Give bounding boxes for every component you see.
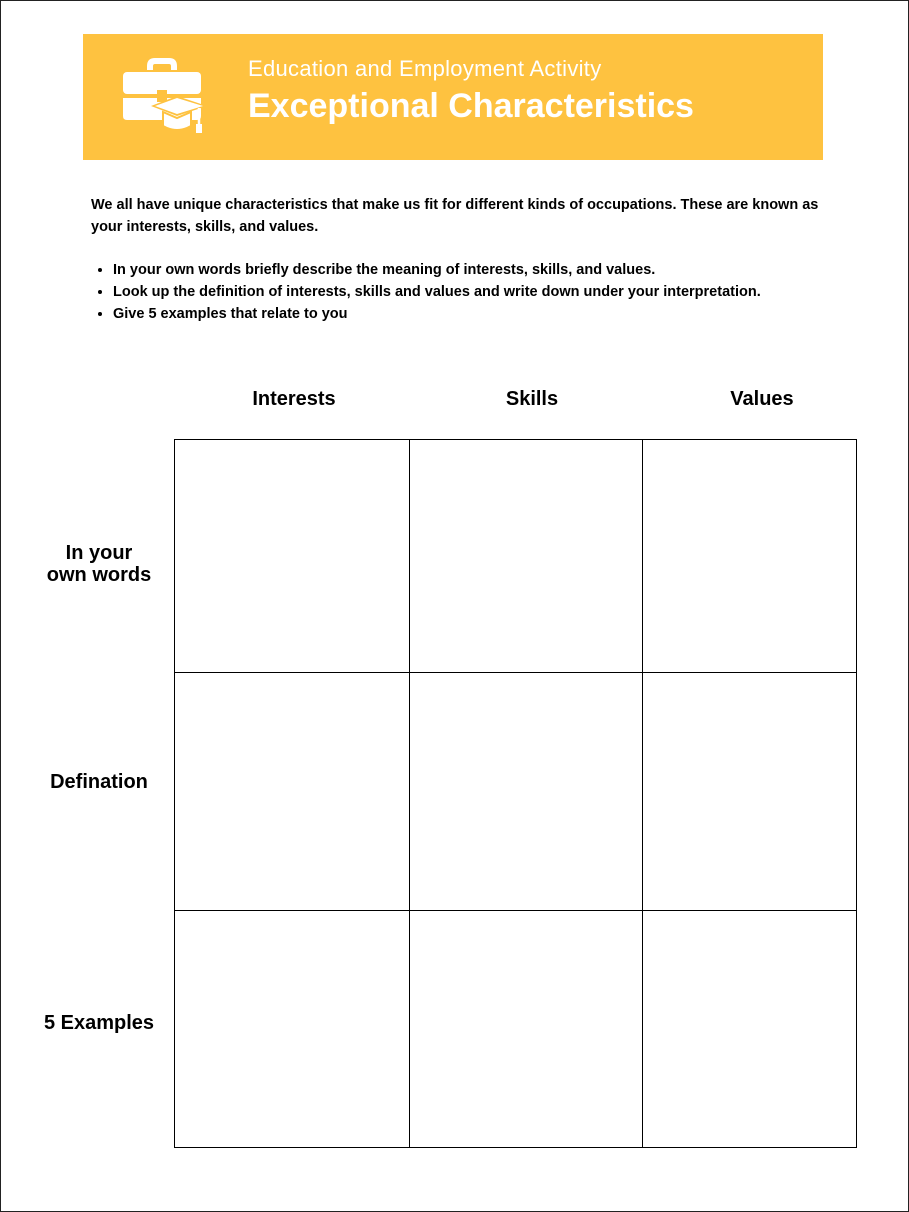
answer-cell-definition-skills[interactable] bbox=[410, 673, 643, 911]
intro-paragraph: We all have unique characteristics that make us fit for different kinds of occupations. These are known as your interests, skills, and values. bbox=[91, 197, 819, 235]
banner-title: Exceptional Characteristics bbox=[248, 87, 694, 125]
answer-cell-definition-values[interactable] bbox=[643, 673, 857, 911]
instruction-item: • Give 5 examples that relate to you bbox=[113, 303, 773, 325]
answer-cell-examples-values[interactable] bbox=[643, 911, 857, 1148]
answer-grid bbox=[174, 439, 857, 1148]
row-label-definition: Defination bbox=[50, 771, 148, 793]
row-label-examples: 5 Examples bbox=[43, 1012, 155, 1034]
row-label-line: In your bbox=[65, 542, 133, 564]
row-label-own-words bbox=[21, 542, 177, 586]
column-header-interests: Interests bbox=[252, 388, 336, 410]
briefcase-graduation-cap-icon bbox=[117, 56, 207, 138]
column-header-values: Values bbox=[730, 388, 794, 410]
column-header-skills: Skills bbox=[505, 388, 559, 410]
answer-cell-own-words-interests[interactable] bbox=[175, 440, 410, 673]
answer-cell-examples-skills[interactable] bbox=[410, 911, 643, 1148]
answer-cell-examples-interests[interactable] bbox=[175, 911, 410, 1148]
header-banner bbox=[83, 34, 823, 160]
answer-cell-definition-interests[interactable] bbox=[175, 673, 410, 911]
instruction-item: • In your own words briefly describe the meaning of interests, skills, and values. bbox=[113, 259, 773, 281]
row-label-line: own words bbox=[46, 564, 152, 586]
instruction-list bbox=[91, 259, 773, 325]
answer-cell-own-words-values[interactable] bbox=[643, 440, 857, 673]
banner-subtitle: Education and Employment Activity bbox=[248, 56, 602, 81]
instruction-item: • Look up the definition of interests, skills and values and write down under your interpretation. bbox=[113, 281, 773, 303]
answer-cell-own-words-skills[interactable] bbox=[410, 440, 643, 673]
